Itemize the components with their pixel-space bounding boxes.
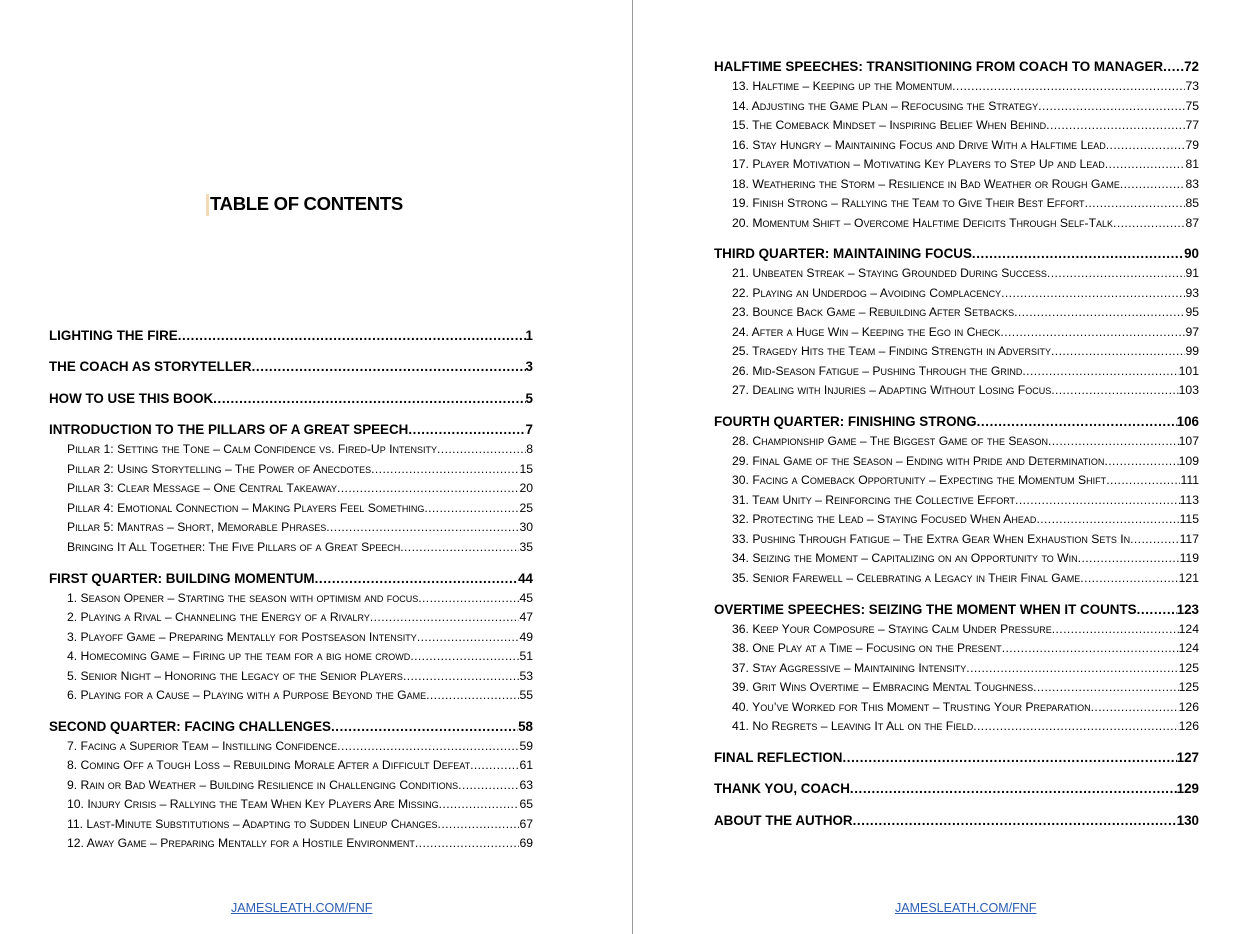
toc-section — [49, 357, 533, 377]
toc-entry[interactable] — [49, 686, 533, 706]
dot-leader — [1080, 569, 1178, 589]
toc-entry-page: 124 — [1178, 621, 1199, 636]
toc-heading[interactable] — [714, 57, 1199, 77]
toc-entry[interactable] — [714, 620, 1199, 640]
toc-section — [714, 600, 1199, 737]
toc-heading[interactable] — [49, 420, 533, 440]
toc-entry[interactable] — [49, 776, 533, 796]
dot-leader — [842, 748, 1176, 768]
toc-entry-page: 47 — [519, 610, 533, 625]
dot-leader — [178, 326, 526, 346]
dot-leader — [415, 834, 520, 854]
toc-entry[interactable] — [714, 491, 1199, 511]
dot-leader — [400, 538, 519, 558]
toc-entry-page: 77 — [1185, 118, 1199, 132]
toc-entry-page: 51 — [519, 649, 533, 664]
toc-entry[interactable] — [714, 659, 1199, 679]
toc-entry-page: 107 — [1178, 434, 1199, 449]
toc-entry[interactable] — [714, 194, 1199, 214]
toc-heading-title: OVERTIME SPEECHES: SEIZING THE MOMENT WHEN IT COUNTS — [714, 601, 1137, 617]
toc-entry[interactable] — [714, 510, 1199, 530]
dot-leader — [408, 420, 525, 440]
toc-entry[interactable] — [714, 471, 1199, 491]
toc-entry-page: 69 — [519, 836, 533, 851]
toc-entry-title: 32. Protecting the Lead – Staying Focused When Ahead — [732, 512, 1037, 527]
toc-entry-title: 6. Playing for a Cause – Playing with a Purpose Beyond the Game — [67, 688, 427, 703]
toc-entry-title: 21. Unbeaten Streak – Staying Grounded During Success — [732, 266, 1047, 281]
toc-entry[interactable] — [714, 116, 1199, 136]
toc-entry-page: 79 — [1185, 137, 1199, 152]
toc-entry-title: 3. Playoff Game – Preparing Mentally for Postseason Intensity — [67, 629, 417, 644]
toc-entry[interactable] — [49, 460, 533, 480]
toc-heading[interactable] — [714, 244, 1199, 264]
toc-entry-title: 35. Senior Farewell – Celebrating a Legacy in Their Final Game — [732, 570, 1081, 585]
toc-heading-page: 44 — [518, 570, 533, 586]
toc-entry-title: 16. Stay Hungry – Maintaining Focus and Drive With a Halftime Lead — [732, 137, 1106, 152]
toc-heading[interactable] — [49, 357, 533, 377]
toc-entry-title: 15. The Comeback Mindset – Inspiring Belief When Behind — [732, 118, 1047, 132]
toc-entry[interactable] — [49, 440, 533, 460]
toc-heading-title: FIRST QUARTER: BUILDING MOMENTUM — [49, 570, 315, 586]
dot-leader — [1051, 381, 1178, 401]
toc-entry-title: 17. Player Motivation – Motivating Key Players to Step Up and Lead — [732, 157, 1105, 171]
toc-heading-page: 90 — [1184, 246, 1199, 262]
toc-entry-page: 55 — [519, 688, 533, 703]
toc-heading-title: INTRODUCTION TO THE PILLARS OF A GREAT SPEECH — [49, 422, 409, 438]
dot-leader — [1106, 471, 1180, 491]
toc-entry-title: 22. Playing an Underdog – Avoiding Complacency — [732, 285, 1002, 300]
dot-leader — [1137, 600, 1177, 620]
dot-leader — [1036, 510, 1179, 530]
toc-entry-page: 85 — [1185, 196, 1199, 210]
toc-heading[interactable] — [714, 779, 1199, 799]
toc-section — [714, 811, 1199, 831]
toc-heading[interactable] — [714, 412, 1199, 432]
toc-entry[interactable] — [49, 479, 533, 499]
toc-entry-title: 30. Facing a Comeback Opportunity – Expecting the Momentum Shift — [732, 473, 1107, 488]
toc-list-left — [49, 326, 533, 865]
dot-leader — [1051, 342, 1185, 362]
toc-entry-page: 8 — [526, 442, 533, 457]
toc-heading[interactable] — [714, 600, 1199, 620]
toc-section — [714, 412, 1199, 588]
toc-entry[interactable] — [714, 342, 1199, 362]
dot-leader — [424, 499, 519, 519]
toc-heading-title: ABOUT THE AUTHOR — [714, 812, 853, 828]
dot-leader — [1015, 491, 1180, 511]
toc-entry-title: 28. Championship Game – The Biggest Game of the Season — [732, 434, 1048, 449]
toc-entry-page: 113 — [1179, 492, 1199, 507]
toc-heading-page: 72 — [1184, 59, 1199, 74]
dot-leader — [418, 589, 519, 609]
toc-entry-title: 29. Final Game of the Season – Ending with Pride and Determination — [732, 453, 1105, 468]
toc-entry[interactable] — [49, 589, 533, 609]
dot-leader — [331, 717, 518, 737]
toc-entry-title: 12. Away Game – Preparing Mentally for a Hostile Environment — [67, 836, 415, 851]
toc-entry-title: 5. Senior Night – Honoring the Legacy of the Senior Players — [67, 668, 403, 683]
toc-entry-page: 91 — [1185, 266, 1199, 281]
footer-link-left[interactable]: JAMESLEATH.COM/FNF — [231, 901, 373, 915]
dot-leader — [1052, 620, 1179, 640]
toc-entry-page: 124 — [1178, 641, 1199, 656]
dot-leader — [371, 460, 519, 480]
toc-entry[interactable] — [714, 717, 1199, 737]
dot-leader — [952, 77, 1185, 97]
dot-leader — [1085, 194, 1186, 214]
toc-heading[interactable] — [49, 569, 533, 589]
toc-section — [49, 326, 533, 346]
dot-leader — [326, 518, 519, 538]
toc-heading-page: 130 — [1176, 812, 1199, 828]
dot-leader — [1047, 264, 1186, 284]
dot-leader — [252, 357, 526, 377]
toc-entry[interactable] — [714, 97, 1199, 117]
toc-entry-page: 109 — [1178, 453, 1199, 468]
toc-entry-page: 126 — [1178, 699, 1199, 714]
toc-entry-title: 36. Keep Your Composure – Staying Calm Under Pressure — [732, 621, 1052, 636]
dot-leader — [403, 667, 520, 687]
toc-heading-title: HALFTIME SPEECHES: TRANSITIONING FROM COACH TO MANAGER — [714, 59, 1164, 74]
toc-entry-title: Pillar 4: Emotional Connection – Making Players Feel Something — [67, 500, 425, 515]
toc-entry-page: 125 — [1178, 680, 1199, 695]
toc-entry-page: 63 — [519, 777, 533, 792]
toc-heading-title: THE COACH AS STORYTELLER — [49, 359, 252, 375]
dot-leader — [1033, 678, 1179, 698]
dot-leader — [337, 737, 519, 757]
dot-leader — [977, 412, 1177, 432]
toc-entry-title: Pillar 5: Mantras – Short, Memorable Phrases — [67, 520, 327, 535]
toc-entry-page: 73 — [1185, 79, 1199, 93]
toc-heading-page: 58 — [518, 718, 533, 734]
dot-leader — [853, 811, 1177, 831]
toc-entry[interactable] — [714, 381, 1199, 401]
dot-leader — [337, 479, 519, 499]
dot-leader — [1120, 175, 1186, 195]
toc-entry[interactable] — [714, 136, 1199, 156]
toc-entry[interactable] — [714, 155, 1199, 175]
toc-entry-page: 75 — [1185, 98, 1199, 113]
dot-leader — [426, 686, 519, 706]
toc-entry-title: Bringing It All Together: The Five Pillars of a Great Speech — [67, 539, 401, 554]
dot-leader — [1113, 214, 1185, 234]
toc-entry[interactable] — [49, 795, 533, 815]
toc-entry[interactable] — [49, 647, 533, 667]
dot-leader — [458, 776, 519, 796]
toc-entry[interactable] — [714, 77, 1199, 97]
dot-leader — [1105, 155, 1186, 175]
toc-heading-title: FINAL REFLECTION — [714, 750, 843, 766]
toc-entry[interactable] — [714, 530, 1199, 550]
toc-entry-page: 53 — [519, 668, 533, 683]
toc-entry-title: 20. Momentum Shift – Overcome Halftime Deficits Through Self-Talk — [732, 215, 1114, 230]
toc-entry-title: 4. Homecoming Game – Firing up the team for a big home crowd — [67, 649, 411, 664]
toc-heading-page: 106 — [1176, 414, 1199, 430]
toc-entry[interactable] — [49, 628, 533, 648]
toc-entry-title: 9. Rain or Bad Weather – Building Resilience in Challenging Conditions — [67, 777, 459, 792]
toc-entry-page: 87 — [1185, 215, 1199, 230]
dot-leader — [973, 717, 1178, 737]
text-cursor-highlight — [206, 194, 209, 216]
toc-entry-page: 111 — [1180, 473, 1199, 488]
toc-entry[interactable] — [714, 639, 1199, 659]
toc-entry-title: 19. Finish Strong – Rallying the Team to Give Their Best Effort — [732, 196, 1085, 210]
dot-leader — [410, 647, 519, 667]
toc-heading-page: 3 — [525, 359, 533, 375]
dot-leader — [438, 815, 520, 835]
toc-entry-title: 1. Season Opener – Starting the season with optimism and focus — [67, 590, 419, 605]
toc-entry-title: 10. Injury Crisis – Rallying the Team When Key Players Are Missing — [67, 797, 439, 812]
toc-section — [49, 717, 533, 854]
toc-entry-title: 24. After a Huge Win – Keeping the Ego in Check — [732, 324, 1001, 339]
toc-entry-page: 97 — [1185, 324, 1199, 339]
toc-entry[interactable] — [49, 815, 533, 835]
toc-heading-title: HOW TO USE THIS BOOK — [49, 390, 214, 406]
toc-entry-title: 23. Bounce Back Game – Rebuilding After Setbacks — [732, 305, 1015, 320]
dot-leader — [850, 779, 1177, 799]
toc-entry-page: 45 — [519, 590, 533, 605]
toc-entry-title: 40. You’ve Worked for This Moment – Trusting Your Preparation — [732, 699, 1091, 714]
toc-entry[interactable] — [714, 678, 1199, 698]
toc-entry-page: 65 — [519, 797, 533, 812]
toc-entry-title: 39. Grit Wins Overtime – Embracing Mental Toughness — [732, 680, 1034, 695]
toc-entry[interactable] — [714, 214, 1199, 234]
toc-entry-title: 2. Playing a Rival – Channeling the Energy of a Rivalry — [67, 610, 370, 625]
toc-entry-page: 99 — [1185, 344, 1199, 359]
toc-entry[interactable] — [714, 432, 1199, 452]
toc-entry-title: 41. No Regrets – Leaving It All on the Field — [732, 719, 974, 734]
dot-leader — [1078, 549, 1180, 569]
dot-leader — [1002, 639, 1179, 659]
toc-heading-page: 129 — [1176, 781, 1199, 797]
toc-section — [714, 57, 1199, 233]
dot-leader — [213, 389, 525, 409]
toc-entry-page: 35 — [519, 539, 533, 554]
toc-section — [714, 244, 1199, 401]
dot-leader — [315, 569, 519, 589]
toc-heading[interactable] — [714, 811, 1199, 831]
toc-section — [714, 779, 1199, 799]
toc-section — [714, 748, 1199, 768]
toc-entry-title: 37. Stay Aggressive – Maintaining Intensity — [732, 660, 967, 675]
dot-leader — [417, 628, 520, 648]
toc-section — [49, 420, 533, 557]
toc-entry[interactable] — [714, 284, 1199, 304]
toc-entry[interactable] — [49, 737, 533, 757]
toc-entry-title: 7. Facing a Superior Team – Instilling Confidence — [67, 738, 338, 753]
toc-heading[interactable] — [714, 748, 1199, 768]
toc-heading-title: THANK YOU, COACH — [714, 781, 850, 797]
toc-entry-title: 25. Tragedy Hits the Team – Finding Strength in Adversity — [732, 344, 1051, 359]
footer-link-right[interactable]: JAMESLEATH.COM/FNF — [895, 901, 1037, 915]
toc-title: TABLE OF CONTENTS — [210, 193, 403, 214]
toc-entry-page: 49 — [519, 629, 533, 644]
toc-entry-title: 31. Team Unity – Reinforcing the Collective Effort — [732, 492, 1016, 507]
toc-entry-title: 8. Coming Off a Tough Loss – Rebuilding Morale After a Difficult Defeat — [67, 758, 471, 773]
toc-entry-page: 25 — [519, 500, 533, 515]
toc-entry-page: 101 — [1178, 363, 1199, 378]
toc-section — [49, 389, 533, 409]
toc-entry-title: 18. Weathering the Storm – Resilience in Bad Weather or Rough Game — [732, 176, 1120, 191]
toc-entry-page: 67 — [519, 816, 533, 831]
toc-heading-title: SECOND QUARTER: FACING CHALLENGES — [49, 718, 331, 734]
toc-entry-page: 119 — [1179, 551, 1199, 566]
toc-heading-page: 127 — [1176, 750, 1199, 766]
dot-leader — [1163, 57, 1184, 77]
dot-leader — [1014, 303, 1185, 323]
toc-entry-page: 117 — [1179, 531, 1199, 546]
toc-heading-page: 5 — [525, 390, 533, 406]
toc-entry-title: 27. Dealing with Injuries – Adapting Without Losing Focus — [732, 383, 1052, 398]
toc-entry[interactable] — [49, 667, 533, 687]
toc-list-right — [714, 57, 1199, 842]
dot-leader — [439, 795, 520, 815]
dot-leader — [437, 440, 526, 460]
toc-entry-title: Pillar 1: Setting the Tone – Calm Confidence vs. Fired-Up Intensity — [67, 442, 438, 457]
toc-heading-page: 123 — [1176, 601, 1199, 617]
dot-leader — [1130, 530, 1179, 550]
toc-entry[interactable] — [49, 499, 533, 519]
toc-entry-page: 115 — [1179, 512, 1199, 527]
toc-entry[interactable] — [49, 756, 533, 776]
toc-entry-page: 103 — [1178, 383, 1199, 398]
toc-entry-title: 13. Halftime – Keeping up the Momentum — [732, 79, 953, 93]
toc-entry-page: 20 — [519, 481, 533, 496]
toc-entry-page: 59 — [519, 738, 533, 753]
right-page — [633, 0, 1248, 934]
toc-entry[interactable] — [714, 452, 1199, 472]
toc-entry[interactable] — [49, 834, 533, 854]
dot-leader — [1000, 323, 1185, 343]
toc-entry[interactable] — [714, 698, 1199, 718]
toc-entry-page: 61 — [519, 758, 533, 773]
toc-section — [49, 569, 533, 706]
toc-heading[interactable] — [49, 717, 533, 737]
toc-entry[interactable] — [714, 303, 1199, 323]
toc-entry[interactable] — [714, 264, 1199, 284]
toc-heading[interactable] — [49, 326, 533, 346]
toc-entry-title: 11. Last-Minute Substitutions – Adapting to Sudden Lineup Changes — [67, 816, 438, 831]
dot-leader — [1001, 284, 1185, 304]
dot-leader — [1048, 432, 1179, 452]
toc-entry-page: 93 — [1185, 285, 1199, 300]
toc-entry[interactable] — [714, 362, 1199, 382]
toc-entry-page: 126 — [1178, 719, 1199, 734]
toc-entry[interactable] — [49, 608, 533, 628]
toc-entry-title: 38. One Play at a Time – Focusing on the Present — [732, 641, 1002, 656]
dot-leader — [1106, 136, 1186, 156]
toc-entry-page: 121 — [1178, 570, 1199, 585]
toc-entry-page: 15 — [519, 461, 533, 476]
toc-entry[interactable] — [714, 175, 1199, 195]
toc-entry-title: Pillar 2: Using Storytelling – The Power of Anecdotes — [67, 461, 372, 476]
dot-leader — [470, 756, 519, 776]
toc-entry[interactable] — [49, 538, 533, 558]
toc-heading-title: THIRD QUARTER: MAINTAINING FOCUS — [714, 246, 972, 262]
dot-leader — [1046, 116, 1185, 136]
toc-heading[interactable] — [49, 389, 533, 409]
toc-entry-title: 33. Pushing Through Fatigue – The Extra Gear When Exhaustion Sets In — [732, 531, 1131, 546]
toc-entry[interactable] — [714, 323, 1199, 343]
dot-leader — [370, 608, 520, 628]
toc-entry-title: 34. Seizing the Moment – Capitalizing on an Opportunity to Win — [732, 551, 1078, 566]
toc-heading-title: LIGHTING THE FIRE — [49, 328, 178, 343]
toc-entry[interactable] — [714, 549, 1199, 569]
toc-entry-page: 95 — [1185, 305, 1199, 320]
toc-entry-page: 30 — [519, 520, 533, 535]
toc-entry-page: 81 — [1185, 157, 1199, 171]
toc-entry[interactable] — [49, 518, 533, 538]
dot-leader — [1091, 698, 1179, 718]
dot-leader — [1022, 362, 1178, 382]
toc-entry-page: 125 — [1178, 660, 1199, 675]
toc-entry-title: 26. Mid-Season Fatigue – Pushing Through the Grind — [732, 363, 1023, 378]
dot-leader — [1104, 452, 1178, 472]
dot-leader — [966, 659, 1178, 679]
toc-heading-title: FOURTH QUARTER: FINISHING STRONG — [714, 414, 977, 430]
toc-heading-page: 7 — [525, 422, 533, 438]
toc-heading-page: 1 — [525, 328, 533, 343]
toc-entry-title: 14. Adjusting the Game Plan – Refocusing the Strategy — [732, 98, 1039, 113]
dot-leader — [1038, 97, 1185, 117]
toc-entry[interactable] — [714, 569, 1199, 589]
dot-leader — [972, 244, 1184, 264]
toc-entry-title: Pillar 3: Clear Message – One Central Takeaway — [67, 481, 337, 496]
toc-entry-page: 83 — [1185, 176, 1199, 191]
